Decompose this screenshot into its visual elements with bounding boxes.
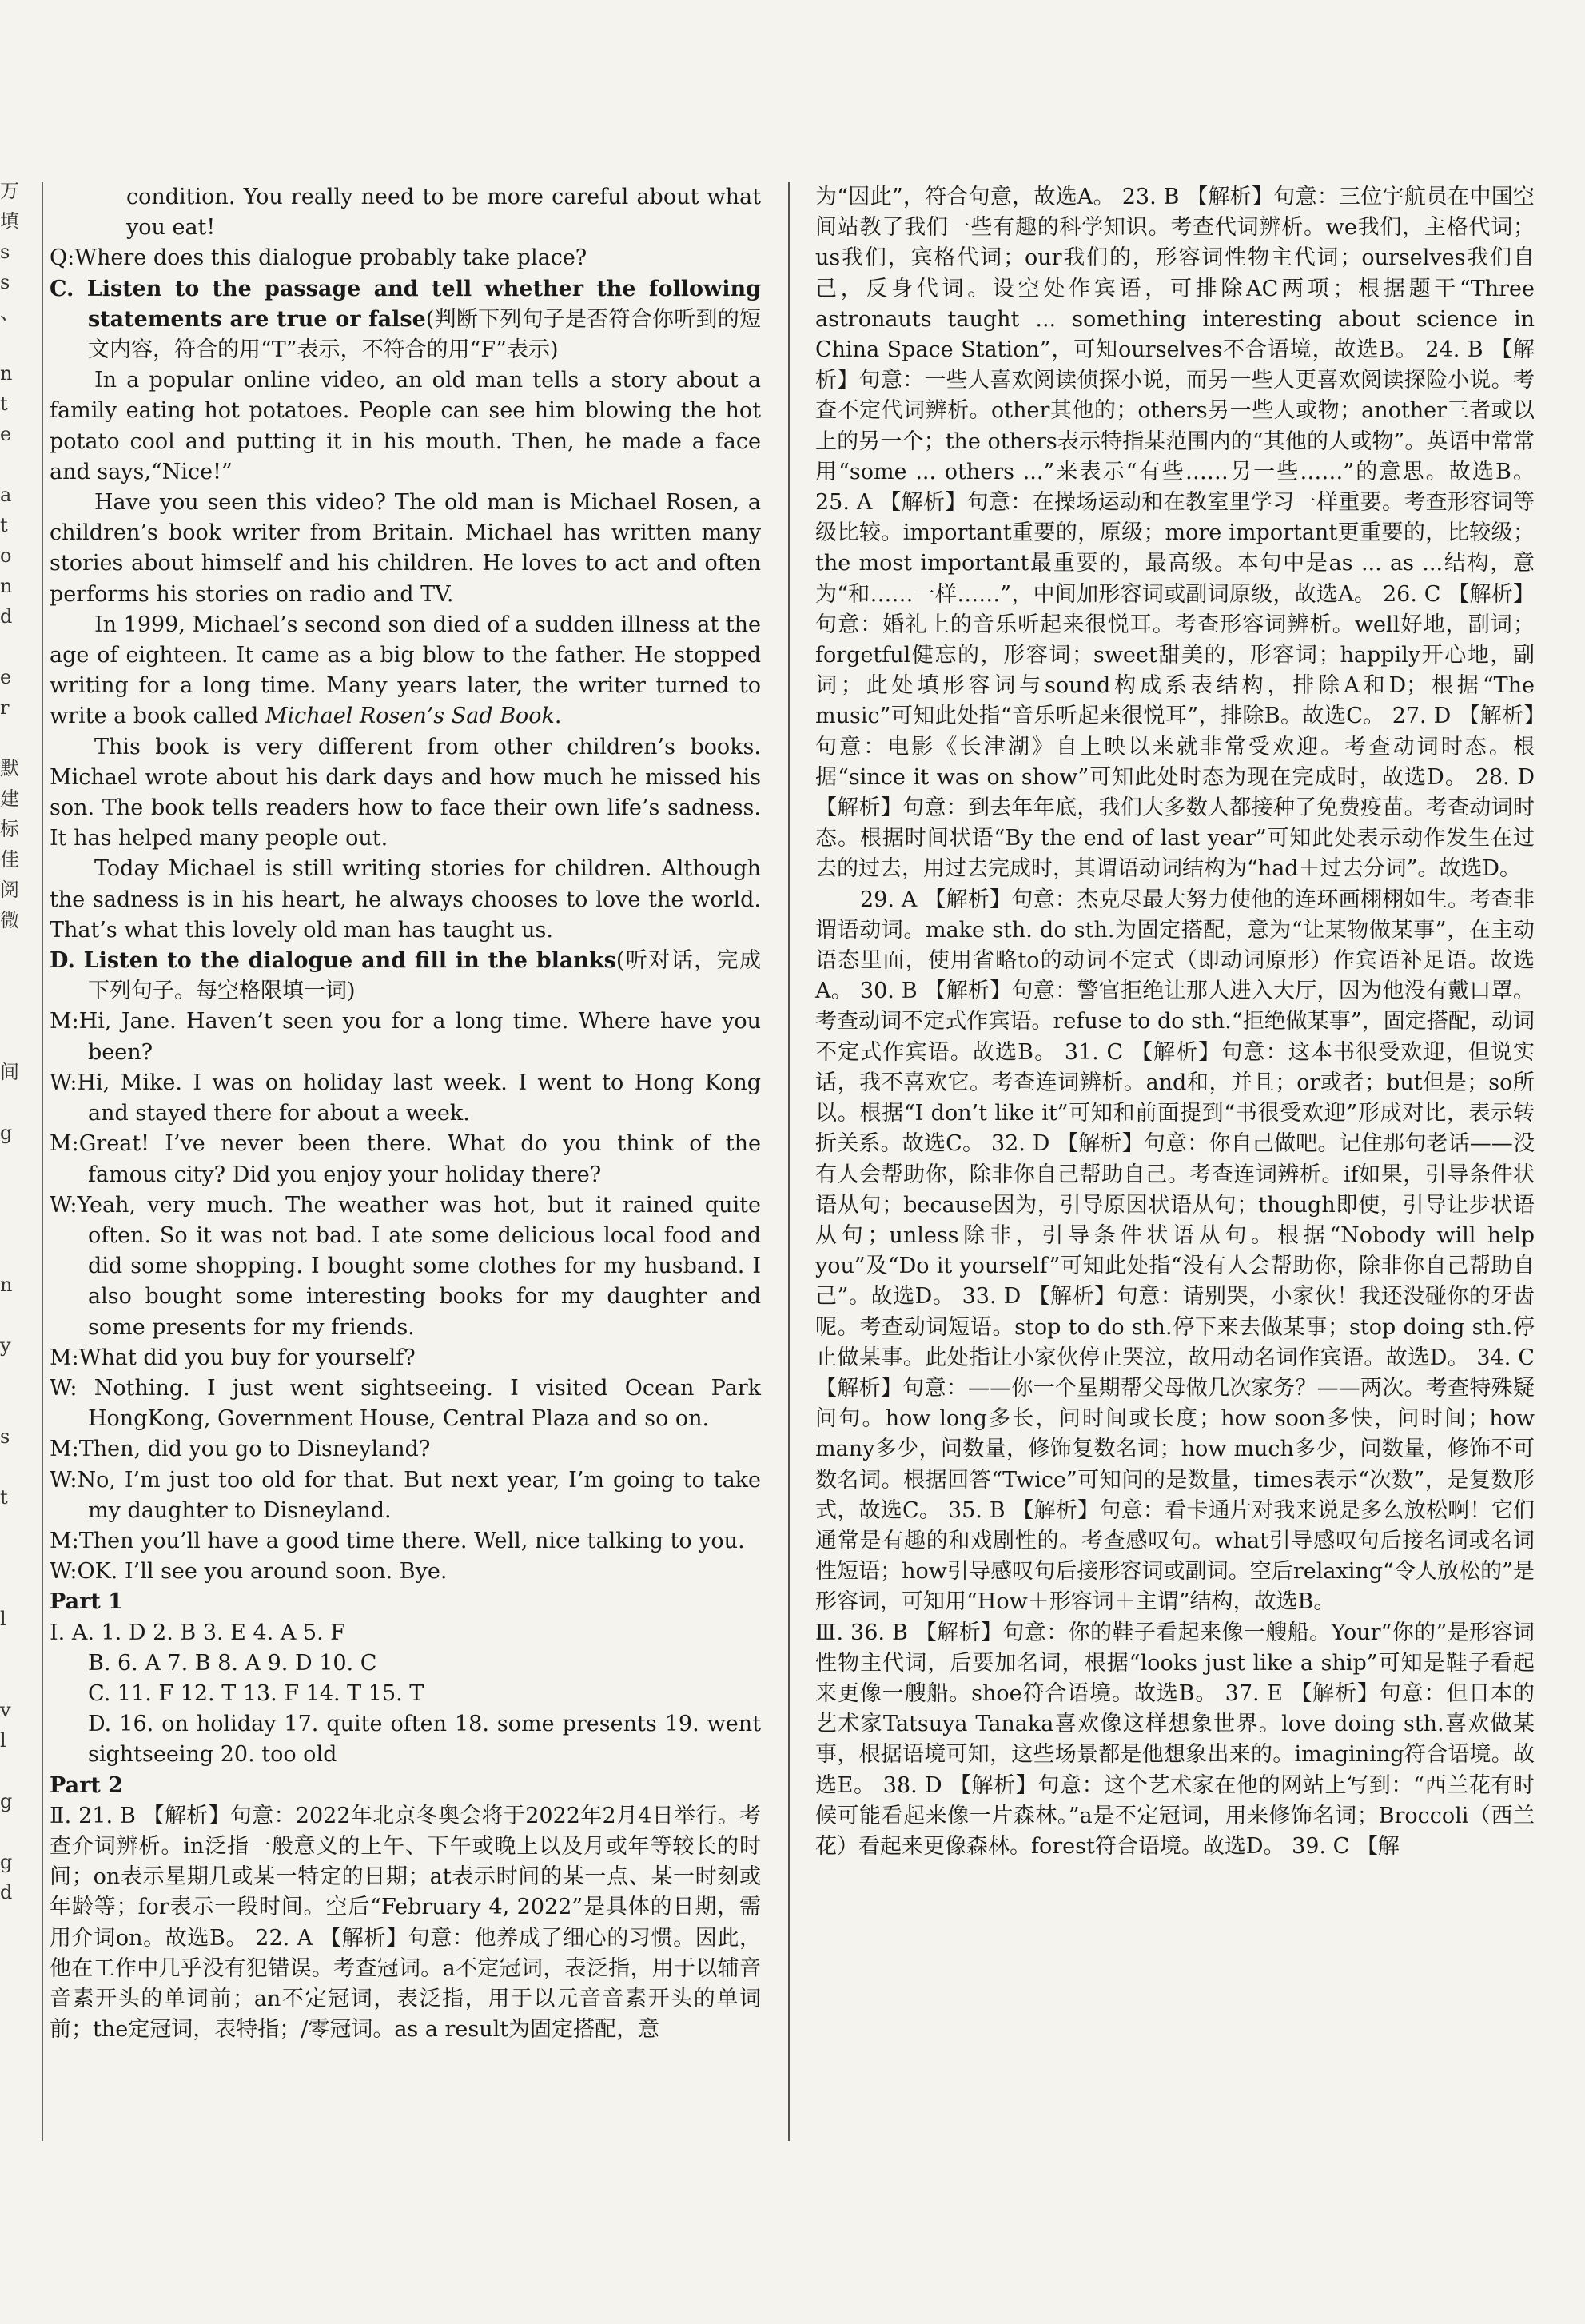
left-rule — [42, 182, 43, 2141]
bleed-glyph: t — [0, 514, 8, 536]
question-line: Q:Where does this dialogue probably take place? — [50, 245, 587, 271]
bleed-glyph — [0, 1634, 22, 1664]
bleed-glyph: r — [0, 696, 10, 719]
bleed-glyph: d — [0, 605, 13, 628]
part-1-label: Part 1 — [50, 1589, 123, 1615]
dialogue-line: M:Great! I’ve never been there. What do you think of the famous city? Did you enjoy your holiday there? — [50, 1131, 761, 1187]
dialogue-line: W:Hi, Mike. I was on holiday last week. I went to Hong Kong and stayed there for about a week. — [50, 1070, 761, 1126]
bleed-glyph: 佳 — [0, 848, 19, 871]
explanations-36-39: Ⅲ. 36. B 【解析】句意：你的鞋子看起来像一艘船。Your“你的”是形容词性物主代词，后要加名词，根据“looks just like a ship”可知是鞋子看起来更像一艘船。shoe符合语境。故选B。 37. E 【解析】句意：但日本的艺术家Tatsuya Tanaka喜欢像这样想象世界。love doing sth.喜欢做某事，根据语境可知，这些场景都是他想象出来的。imagining符合语境。故选E。 38. D 【解析】句意：这个艺术家在他的网站上写到：“西兰花有时候可能看起来像一片森林。”a是不定冠词，用来修饰名词；Broccoli（西兰花）看起来更像森林。forest符合语境。故选D。 39. C 【解 — [815, 1620, 1535, 1859]
dialogue-line: W:OK. I’ll see you around soon. Bye. — [50, 1559, 448, 1585]
dialogue-continuation: condition. You really need to be more careful about what you eat! — [126, 185, 761, 241]
bleed-glyph: 阅 — [0, 879, 19, 901]
section-d-title: D. Listen to the dialogue and fill in the blanks — [50, 948, 616, 974]
answers-d: D. 16. on holiday 17. quite often 18. some presents 19. went sightseeing 20. too old — [88, 1712, 761, 1768]
bleed-glyph — [0, 1452, 22, 1482]
bleed-glyph: a — [0, 484, 12, 506]
bleed-glyph — [0, 1391, 22, 1421]
bleed-glyph: d — [0, 1881, 13, 1903]
dialogue-line: M:What did you buy for yourself? — [50, 1345, 416, 1370]
passage-paragraph: This book is very different from other children’s books. Michael wrote about his dark days and how much he missed his son. The book tells readers how to face their own life’s sadness. It has helped many people out. — [50, 734, 761, 851]
bleed-glyph — [0, 1239, 22, 1270]
bleed-glyph: 万 — [0, 180, 19, 202]
bleed-glyph — [0, 1148, 22, 1178]
passage-paragraph: Have you seen this video? The old man is Michael Rosen, a children’s book writer from Britain. Michael has written many stories about himself and his children. He loves to act and often performs his stories on radio and TV. — [50, 490, 761, 607]
bleed-glyph: l — [0, 1608, 6, 1630]
bleed-glyph — [0, 1026, 22, 1057]
bleed-glyph: t — [0, 1486, 8, 1509]
bleed-glyph: 默 — [0, 757, 19, 779]
bleed-glyph — [0, 1513, 22, 1543]
bleed-glyph — [0, 1573, 22, 1604]
section-c-instruction: (判断下列句子是否符合你听到的短文内容，符合的用“T”表示，不符合的用“F”表示) — [88, 306, 761, 363]
answers-a: Ⅰ. A. 1. D 2. B 3. E 4. A 5. F — [50, 1620, 345, 1645]
book-title: Michael Rosen’s Sad Book — [265, 704, 555, 729]
bleed-glyph: n — [0, 575, 13, 597]
bleed-glyph — [0, 1361, 22, 1391]
passage-paragraph — [50, 610, 761, 732]
previous-page-bleed — [0, 176, 22, 2135]
dialogue-line: W:Yeah, very much. The weather was hot, but it rained quite often. So it was not bad. I ate some delicious local food and did some shopping. I bought some clothes for my husband. I also bought some interesting books for my daughter and some presents for my friends. — [50, 1192, 761, 1340]
bleed-glyph: e — [0, 666, 12, 688]
section-d-heading — [50, 946, 761, 1007]
explanations-29-35: 29. A 【解析】句意：杰克尽最大努力使他的连环画栩栩如生。考查非谓语动词。make sth. do sth.为固定搭配，意为“让某物做某事”，在主动语态里面，使用省略to的动词不定式（即动词原形）作宾语补足语。故选A。 30. B 【解析】句意：警官拒绝让那人进入大厅，因为他没有戴口罩。考查动词不定式作宾语。refuse to do sth.“拒绝做某事”，固定搭配，动词不定式作宾语。故选B。 31. C 【解析】句意：这本书很受欢迎，但说实话，我不喜欢它。考查连词辨析。and和，并且；or或者；but但是；so所以。根据“I don’t like it”可知和前面提到“书很受欢迎”形成对比，表示转折关系。故选C。 32. D 【解析】句意：你自己做吧。记住那句老话——没有人会帮助你，除非你自己帮助自己。考查连词辨析。if如果，引导条件状语从句；because因为，引导原因状语从句；though即使，引导让步状语从句；unless除非，引导条件状语从句。根据“Nobody will help you”及“Do it yourself”可知此处指“没有人会帮助你，除非你自己帮助自己”。故选D。 33. D 【解析】句意：请别哭，小家伙！我还没碰你的牙齿呢。考查动词短语。stop to do sth.停下来去做某事；stop doing sth.停止做某事。此处指让小家伙停止哭泣，故用动名词作宾语。故选D。 34. C 【解析】句意：——你一个星期帮父母做几次家务？——两次。考查特殊疑问句。how long多长，问时间或长度；how soon多快，问时间；how many多少，问数量，修饰复数名词；how much多少，问数量，修饰不可数名词。根据回答“Twice”可知问的是数量，times表示“次数”，是复数形式，故选C。 35. B 【解析】句意：看卡通片对我来说是多么放松啊！它们通常是有趣的和戏剧性的。考查感叹句。what引导感叹句后接名词或名词性短语；how引导感叹句后接形容词或副词。空后relaxing“令人放松的”是形容词，可知用“How＋形容词＋主谓”结构，故选B。 — [815, 887, 1535, 1615]
dialogue-line: W:No, I’m just too old for that. But next year, I’m going to take my daughter to Disneyland. — [50, 1467, 761, 1523]
bleed-glyph — [0, 1300, 22, 1330]
bleed-glyph — [0, 1816, 22, 1847]
bleed-glyph: l — [0, 1729, 6, 1752]
bleed-glyph — [0, 1087, 22, 1118]
answers-b: B. 6. A 7. B 8. A 9. D 10. C — [88, 1650, 377, 1676]
dialogue-line: M:Then you’ll have a good time there. Well, nice talking to you. — [50, 1528, 745, 1553]
bleed-glyph — [0, 1756, 22, 1786]
passage-paragraph: Today Michael is still writing stories for children. Although the sadness is in his heart, he always chooses to love the world. That’s what this lovely old man has taught us. — [50, 856, 761, 943]
bleed-glyph — [0, 328, 22, 358]
bleed-glyph: t — [0, 393, 8, 415]
bleed-glyph: v — [0, 1699, 11, 1721]
bleed-glyph — [0, 449, 22, 480]
answers-c: C. 11. F 12. T 13. F 14. T 15. T — [88, 1680, 424, 1706]
passage-text: In 1999, Michael’s second son died of a sudden illness at the age of eighteen. It came as a big blow to the father. He stopped writing for a long time. Many years later, the writer turned to write a book called — [50, 612, 761, 729]
bleed-glyph — [0, 1209, 22, 1239]
bleed-glyph: s — [0, 271, 10, 293]
left-column — [50, 182, 761, 2045]
bleed-glyph: 、 — [0, 301, 19, 324]
bleed-glyph: g — [0, 1122, 13, 1144]
bleed-glyph: 标 — [0, 818, 19, 840]
explanation-21-22: Ⅱ. 21. B 【解析】句意：2022年北京冬奥会将于2022年2月4日举行。考查介词辨析。in泛指一般意义的上午、下午或晚上以及月或年等较长的时间；on表示星期几或某一特定的日期；at表示时间的某一点、某一时刻或年龄等；for表示一段时间。空后“February 4, 2022”是具体的日期，需用介词on。故选B。 22. A 【解析】句意：他养成了细心的习惯。因此，他在工作中几乎没有犯错误。考查冠词。a不定冠词，表泛指，用于以辅音音素开头的单词前；an不定冠词，表泛指，用于以元音音素开头的单词前；the定冠词，表特指；/零冠词。as a result为固定搭配，意 — [50, 1803, 761, 2043]
dialogue-line: W: Nothing. I just went sightseeing. I visited Ocean Park HongKong, Government House, Central Plaza and so on. — [50, 1375, 761, 1432]
column-divider — [788, 182, 790, 2141]
section-c-title: C. Listen to the passage and tell whether the following statements are true or false — [50, 276, 761, 332]
bleed-glyph: g — [0, 1851, 13, 1873]
bleed-glyph — [0, 1178, 22, 1209]
bleed-glyph — [0, 723, 22, 753]
bleed-glyph: s — [0, 1425, 10, 1448]
bleed-glyph: 微 — [0, 909, 19, 931]
part-2-label: Part 2 — [50, 1772, 123, 1798]
bleed-glyph: n — [0, 1274, 13, 1296]
explanations-23-28: 为“因此”，符合句意，故选A。 23. B 【解析】句意：三位宇航员在中国空间站教了我们一些有趣的科学知识。考查代词辨析。we我们，主格代词；us我们，宾格代词；our我们的，形容词性物主代词；ourselves我们自己，反身代词。设空处作宾语，可排除AC两项；根据题干“Three astronauts taught ... something interesting about science in China Space Station”，可知ourselves不合语境，故选B。 24. B 【解析】句意：一些人喜欢阅读侦探小说，而另一些人更喜欢阅读探险小说。考查不定代词辨析。other其他的；others另一些人或物；another三者或以上的另一个；the others表示特指某范围内的“其他的人或物”。英语中常常用“some ... others ...”来表示“有些……另一些……”的意思。故选B。 25. A 【解析】句意：在操场运动和在教室里学习一样重要。考查形容词等级比较。important重要的，原级；more important更重要的，比较级；the most important最重要的，最高级。本句中是as ... as ...结构，意为“和……一样……”，中间加形容词或副词原级，故选A。 26. C 【解析】句意：婚礼上的音乐听起来很悦耳。考查形容词辨析。well好地，副词；forgetful健忘的，形容词；sweet甜美的，形容词；happily开心地，副词；此处填形容词与sound构成系表结构，排除A和D；根据“The music”可知此处指“音乐听起来很悦耳”，排除B。故选C。 27. D 【解析】句意：电影《长津湖》自上映以来就非常受欢迎。考查动词时态。根据“since it was on show”可知此处时态为现在完成时，故选D。 28. D 【解析】句意：到去年年底，我们大多数人都接种了免费疫苗。考查动词时态。根据时间状语“By the end of last year”可知此处表示动作发生在过去的过去，用过去完成时，其谓语动词结构为“had＋过去分词”。故选D。 — [815, 185, 1535, 882]
bleed-glyph: s — [0, 241, 10, 263]
bleed-glyph — [0, 935, 22, 966]
dialogue-line: M:Hi, Jane. Haven’t seen you for a long time. Where have you been? — [50, 1009, 761, 1065]
section-d-instruction: (听对话，完成下列句子。每空格限填一词) — [88, 948, 761, 1004]
right-column — [815, 182, 1535, 1862]
passage-text: . — [554, 704, 562, 729]
bleed-glyph: y — [0, 1334, 11, 1357]
bleed-glyph: e — [0, 423, 12, 445]
bleed-glyph — [0, 996, 22, 1026]
bleed-glyph — [0, 1543, 22, 1573]
bleed-glyph: o — [0, 544, 12, 567]
bleed-glyph: 间 — [0, 1061, 19, 1083]
passage-paragraph: In a popular online video, an old man tells a story about a family eating hot potatoes. People can see him blowing the hot potato cool and putting it in his mouth. Then, he made a face and says,“Nice!” — [50, 368, 761, 484]
bleed-glyph: g — [0, 1790, 13, 1812]
dialogue — [50, 1007, 761, 1587]
bleed-glyph: 填 — [0, 210, 19, 233]
bleed-glyph — [0, 632, 22, 662]
dialogue-line: M:Then, did you go to Disneyland? — [50, 1437, 431, 1462]
bleed-glyph — [0, 966, 22, 996]
bleed-glyph — [0, 1664, 22, 1695]
bleed-glyph: n — [0, 362, 13, 385]
section-c-heading — [50, 274, 761, 366]
bleed-glyph: 建 — [0, 787, 19, 810]
